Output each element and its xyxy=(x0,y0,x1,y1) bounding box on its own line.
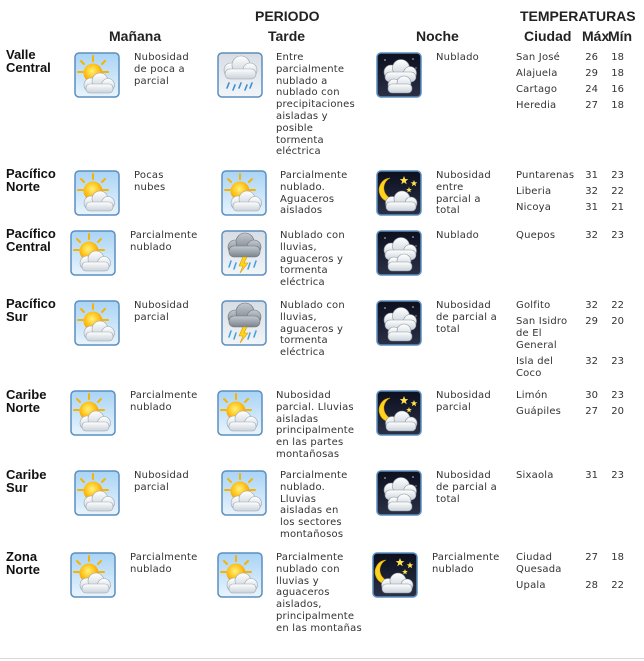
cloudy-night-icon xyxy=(376,470,422,516)
partly-cloudy-sun-icon xyxy=(221,470,267,516)
region-name xyxy=(6,167,56,193)
region-name-line1: Caribe xyxy=(6,387,47,402)
noche-forecast-text: Parcialmente nublado xyxy=(432,552,500,575)
partly-cloudy-sun-icon xyxy=(70,390,116,436)
city-max-temp: 24 xyxy=(585,84,598,95)
region-name-line2: Central xyxy=(6,60,51,75)
region-name xyxy=(6,388,46,414)
noche-forecast-text: Nubosidad parcial xyxy=(436,390,491,413)
city-min-temp: 18 xyxy=(611,100,624,111)
city-max-temp: 27 xyxy=(585,552,598,563)
city-max-temp: 28 xyxy=(585,580,598,591)
partly-cloudy-sun-icon xyxy=(217,552,263,598)
city-min-temp: 22 xyxy=(611,300,624,311)
city-name: Ciudad Quesada xyxy=(516,552,562,575)
city-max-temp: 30 xyxy=(585,390,598,401)
partly-cloudy-sun-icon xyxy=(74,52,120,98)
thunderstorm-icon xyxy=(221,300,267,346)
region-name-line2: Sur xyxy=(6,480,28,495)
city-max-temp: 29 xyxy=(585,68,598,79)
region-name-line1: Pacífico xyxy=(6,166,56,181)
region-name-line1: Caribe xyxy=(6,467,47,482)
city-max-temp: 26 xyxy=(585,52,598,63)
tarde-forecast-text: Entre parcialmente nublado a nublado con precipitaciones aisladas y posible tormenta eléctrica xyxy=(276,52,355,158)
tarde-forecast-text: Parcialmente nublado. Aguaceros aislados xyxy=(280,170,348,217)
partly-cloudy-sun-icon xyxy=(221,170,267,216)
cloudy-night-icon xyxy=(376,230,422,276)
manana-forecast-text: Nubosidad parcial xyxy=(134,470,189,493)
cloudy-night-icon xyxy=(376,300,422,346)
noche-forecast-text: Nublado xyxy=(436,230,479,241)
partly-cloudy-moon-icon xyxy=(372,552,418,598)
header-min: Mín xyxy=(608,28,633,44)
city-min-temp: 16 xyxy=(611,84,624,95)
city-max-temp: 32 xyxy=(585,186,598,197)
region-name-line2: Norte xyxy=(6,562,40,577)
city-max-temp: 32 xyxy=(585,230,598,241)
city-min-temp: 22 xyxy=(611,186,624,197)
city-min-temp: 23 xyxy=(611,470,624,481)
region-name-line2: Central xyxy=(6,239,51,254)
city-min-temp: 18 xyxy=(611,52,624,63)
table-bottom-border xyxy=(0,658,644,659)
header-ciudad: Ciudad xyxy=(524,28,572,44)
city-min-temp: 21 xyxy=(611,202,624,213)
tarde-forecast-text: Parcialmente nublado con lluvias y aguaceros aislados, principalmente en las montañas xyxy=(276,552,362,634)
city-name: Sixaola xyxy=(516,470,554,481)
region-name-line2: Sur xyxy=(6,309,28,324)
city-name: Limón xyxy=(516,390,548,401)
city-max-temp: 27 xyxy=(585,100,598,111)
city-min-temp: 22 xyxy=(611,580,624,591)
region-name-line1: Zona xyxy=(6,549,38,564)
region-name xyxy=(6,468,46,494)
header-noche: Noche xyxy=(416,28,459,44)
city-name: Alajuela xyxy=(516,68,558,79)
manana-forecast-text: Pocas nubes xyxy=(134,170,166,193)
city-name: Cartago xyxy=(516,84,558,95)
header-max: Máx xyxy=(582,28,610,44)
partly-cloudy-sun-icon xyxy=(74,170,120,216)
partly-cloudy-sun-icon xyxy=(74,470,120,516)
header-manana: Mañana xyxy=(109,28,162,44)
city-name: Puntarenas xyxy=(516,170,575,181)
city-name: Golfito xyxy=(516,300,551,311)
region-name-line2: Norte xyxy=(6,179,40,194)
city-name: Heredia xyxy=(516,100,557,111)
city-min-temp: 23 xyxy=(611,230,624,241)
region-name xyxy=(6,297,56,323)
region-name xyxy=(6,227,56,253)
city-max-temp: 31 xyxy=(585,202,598,213)
tarde-forecast-text: Nublado con lluvias, aguaceros y tormenta eléctrica xyxy=(280,230,345,289)
city-name: San Isidro de El General xyxy=(516,316,568,351)
cloudy-night-icon xyxy=(376,52,422,98)
city-min-temp: 18 xyxy=(611,68,624,79)
manana-forecast-text: Parcialmente nublado xyxy=(130,552,198,575)
city-min-temp: 23 xyxy=(611,390,624,401)
partly-cloudy-moon-icon xyxy=(376,390,422,436)
city-max-temp: 29 xyxy=(585,316,598,327)
city-min-temp: 23 xyxy=(611,356,624,367)
partly-cloudy-sun-icon xyxy=(70,552,116,598)
manana-forecast-text: Nubosidad parcial xyxy=(134,300,189,323)
city-name: Isla del Coco xyxy=(516,356,554,379)
header-periodo: PERIODO xyxy=(255,8,320,24)
manana-forecast-text: Parcialmente nublado xyxy=(130,390,198,413)
tarde-forecast-text: Nublado con lluvias, aguaceros y tormenta eléctrica xyxy=(280,300,345,359)
city-max-temp: 32 xyxy=(585,300,598,311)
city-name: San José xyxy=(516,52,561,63)
noche-forecast-text: Nublado xyxy=(436,52,479,63)
thunderstorm-icon xyxy=(221,230,267,276)
noche-forecast-text: Nubosidad de parcial a total xyxy=(436,470,497,505)
partly-cloudy-sun-icon xyxy=(74,300,120,346)
city-min-temp: 20 xyxy=(611,406,624,417)
region-name-line1: Pacífico xyxy=(6,226,56,241)
city-name: Upala xyxy=(516,580,546,591)
header-tarde: Tarde xyxy=(268,28,306,44)
noche-forecast-text: Nubosidad de parcial a total xyxy=(436,300,497,335)
noche-forecast-text: Nubosidad entre parcial a total xyxy=(436,170,491,217)
city-name: Quepos xyxy=(516,230,556,241)
manana-forecast-text: Parcialmente nublado xyxy=(130,230,198,253)
partly-cloudy-sun-icon xyxy=(217,390,263,436)
city-name: Guápiles xyxy=(516,406,562,417)
cloud-rain-icon xyxy=(217,52,263,98)
city-max-temp: 31 xyxy=(585,170,598,181)
region-name xyxy=(6,550,40,576)
city-min-temp: 18 xyxy=(611,552,624,563)
region-name-line1: Pacífico xyxy=(6,296,56,311)
city-min-temp: 20 xyxy=(611,316,624,327)
region-name-line1: Valle xyxy=(6,47,36,62)
city-name: Liberia xyxy=(516,186,552,197)
city-max-temp: 27 xyxy=(585,406,598,417)
partly-cloudy-moon-icon xyxy=(376,170,422,216)
partly-cloudy-sun-icon xyxy=(70,230,116,276)
city-max-temp: 32 xyxy=(585,356,598,367)
tarde-forecast-text: Nubosidad parcial. Lluvias aisladas principalmente en las partes montañosas xyxy=(276,390,355,460)
header-temperaturas: TEMPERATURAS xyxy=(520,8,636,24)
city-min-temp: 23 xyxy=(611,170,624,181)
region-name xyxy=(6,48,51,74)
tarde-forecast-text: Parcialmente nublado. Lluvias aisladas en los sectores montañosos xyxy=(280,470,348,540)
city-name: Nicoya xyxy=(516,202,552,213)
region-name-line2: Norte xyxy=(6,400,40,415)
city-max-temp: 31 xyxy=(585,470,598,481)
manana-forecast-text: Nubosidad de poca a parcial xyxy=(134,52,189,87)
